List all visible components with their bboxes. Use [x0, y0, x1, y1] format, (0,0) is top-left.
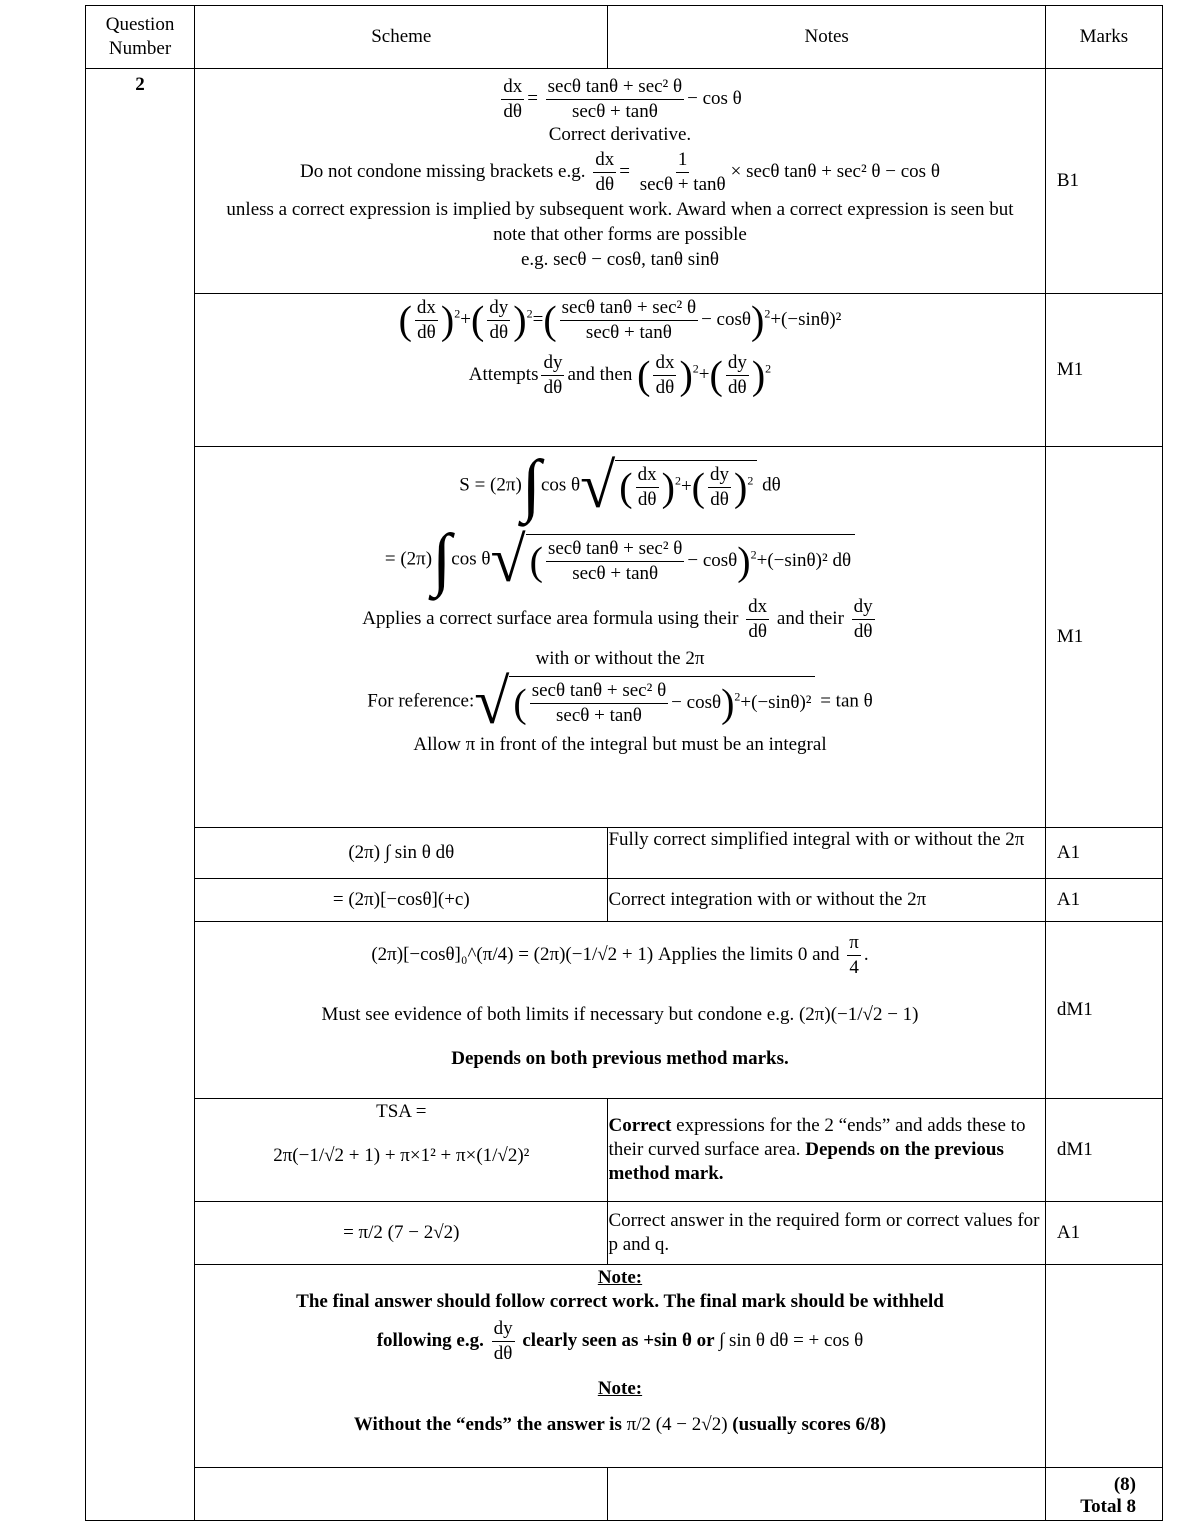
ap-dtheta: dθ [748, 621, 767, 642]
totals-scheme [195, 1468, 608, 1521]
sa-dtheta2: dθ [710, 489, 729, 510]
tsa-label: TSA = [376, 1101, 427, 1122]
derivative-denominator: secθ + tanθ [571, 101, 658, 122]
eg-tail: × secθ tanθ + sec² θ − cos θ [730, 160, 940, 182]
attempts-text: Attempts [468, 363, 539, 385]
without-ends-expr: π/2 (4 − 2√2) [626, 1414, 728, 1435]
note-missing-brackets: Do not condone missing brackets e.g. $\frac{dx}{d\theta}$ = $\frac{1}{\sec\theta + \tan\theta}$ × secθ tanθ + sec² θ − cos θ [300, 149, 940, 195]
row-final-note [86, 1265, 1163, 1468]
ap-dx: dx [746, 595, 769, 620]
s-lhs: S = (2π) [459, 474, 522, 496]
att-dy: dy [541, 351, 564, 376]
for-reference-line: For reference:√ ( $\frac{\text{secθ tanθ + sec² θ}}{\sec\theta + \tan\theta}$ − cosθ)$^2$+(−sinθ)² = tan θ [367, 666, 873, 737]
final-note-line1: The final answer should follow correct work. The final mark should be withheld [296, 1291, 944, 1312]
fn-dtheta: dθ [493, 1343, 513, 1364]
pi-num: π [847, 931, 861, 956]
note-heading-1: Note: [597, 1267, 643, 1288]
s-cos: cos θ [540, 474, 581, 496]
row-totals [86, 1468, 1163, 1521]
dx-num: dx [501, 75, 524, 100]
mark-m1-b: M1 [1045, 447, 1162, 828]
squares-equation: ( $\frac{dx}{d\theta}$ )$^2$+( $\frac{dy}{d\theta}$ )$^2$=( $\frac{\text{secθ tanθ + sec² θ}}{\sec\theta + \tan\theta}$ − cosθ)$^2$+(−sinθ)² [398, 297, 842, 343]
eq2-cos: cos θ [451, 548, 491, 570]
final-note-cell [195, 1265, 1046, 1468]
total: Total 8 [1080, 1496, 1136, 1517]
integral-expr: (2π) ∫ sin θ dθ [348, 842, 455, 863]
mark-dm1-a: dM1 [1045, 922, 1162, 1099]
sq-tail: − cosθ [701, 308, 751, 330]
answer-scheme [195, 1202, 608, 1265]
sa-dy: dy [708, 463, 731, 488]
eg-one: 1 [676, 148, 690, 173]
row-surface-area [86, 447, 1163, 828]
integration-expr: = (2π)[−cosθ](+c) [332, 889, 470, 910]
row-integration [86, 879, 1163, 922]
ref-den: secθ + tanθ [556, 705, 642, 726]
sq-dy: dy [487, 296, 510, 321]
tsa-depends: Depends on the previous method mark. [608, 1139, 1004, 1184]
squares-cell [195, 294, 1046, 447]
header-row [86, 6, 1163, 69]
mark-scheme-table [85, 5, 1163, 1521]
condone-expr: (2π)(−1/√2 − 1) [798, 1004, 919, 1025]
limits-equation: (2π)[−cosθ]₀^(π/4) = (2π)(−1/√2 + 1) Applies the limits 0 and $\frac{\pi}{4}$ . [371, 932, 869, 979]
applies-limits-text: Applies the limits 0 and [657, 944, 840, 965]
ap-dtheta2: dθ [853, 621, 873, 642]
integral-notes: Fully correct simplified integral with or without the 2π [608, 828, 1045, 879]
eq2-sin: +(−sinθ)² [756, 549, 828, 571]
att-dtheta2: dθ [655, 377, 675, 398]
answer-expr: = π/2 (7 − 2√2) [343, 1222, 460, 1243]
tsa-correct: Correct [608, 1115, 672, 1136]
eg-label: e.g. [520, 249, 549, 270]
row-answer [86, 1202, 1163, 1265]
note-correct-derivative: Correct derivative. [548, 124, 692, 145]
answer-notes: Correct answer in the required form or correct values for p and q. [608, 1202, 1045, 1265]
eg-dx: dx [593, 148, 616, 173]
att-dtheta3: dθ [728, 377, 747, 398]
note-other-forms [195, 247, 1045, 273]
mark-a1-a: A1 [1045, 828, 1162, 879]
usually-scores: (usually scores 6/8) [732, 1414, 887, 1435]
att-dy2: dy [726, 351, 749, 376]
clearly-seen-text: clearly seen as +sin θ or [522, 1329, 715, 1351]
derivative-cell [195, 69, 1046, 294]
totals-marks [1045, 1468, 1162, 1521]
surface-area-expanded: = (2π)∫cos θ√ ( $\frac{\text{secθ tanθ + sec² θ}}{\sec\theta + \tan\theta}$ − cosθ)$^2$+(−sinθ)² dθ [195, 525, 1045, 595]
row-limits [86, 922, 1163, 1099]
depends-both: Depends on both previous method marks. [451, 1048, 789, 1069]
mark-a1-b: A1 [1045, 879, 1162, 922]
surface-area-formula: S = (2π)∫cos θ√ ( $\frac{dx}{d\theta}$ )$^2$+( $\frac{dy}{d\theta}$ )$^2$ dθ [459, 447, 781, 524]
four-den: 4 [849, 957, 859, 979]
attempts-line: Attempts $\frac{dy}{d\theta}$ and then ( $\frac{dx}{d\theta}$ )$^2$+( $\frac{dy}{d\theta}$ )$^2$ [468, 352, 772, 398]
limits-expr: (2π)[−cosθ]₀^(π/4) = (2π)(−1/√2 + 1) [371, 944, 654, 965]
row-integral [86, 828, 1163, 879]
eg-dtheta: dθ [595, 174, 615, 195]
note-missing-brackets-text: Do not condone missing brackets e.g. [300, 160, 586, 182]
eq2-dtheta: dθ [832, 549, 852, 571]
note-heading-2: Note: [597, 1378, 643, 1399]
question-number: 2 [86, 69, 195, 1521]
sq-num: secθ tanθ + sec² θ [560, 296, 698, 321]
other-forms-list: secθ − cosθ, tanθ sinθ [553, 249, 719, 270]
and-their-text: and their [776, 607, 844, 629]
ap-dy: dy [852, 595, 875, 620]
ref-tan: = tan θ [820, 690, 873, 712]
sq-sin: +(−sinθ)² [770, 308, 842, 330]
tsa-scheme [195, 1099, 608, 1202]
eq2-num: secθ tanθ + sec² θ [546, 537, 684, 562]
derivative-equation: $\frac{dx}{d\theta}$ = $\frac{\text{secθ tanθ + sec² θ}}{\sec\theta + \tan\theta}$ − cos θ [503, 76, 742, 122]
applies-formula-line [195, 595, 1045, 644]
sa-dx: dx [636, 463, 659, 488]
row-tsa [86, 1099, 1163, 1202]
totals-notes [608, 1468, 1045, 1521]
header-question-number: Question Number [86, 6, 195, 69]
eq2-lhs: = (2π) [384, 548, 433, 570]
and-then-text: and then [567, 363, 633, 385]
derivative-numerator: secθ tanθ + sec² θ [546, 75, 684, 100]
att-dx2: dx [653, 351, 676, 376]
allow-pi-note: Allow π in front of the integral but must be an integral [413, 734, 827, 755]
sa-dtheta1: dθ [637, 489, 657, 510]
with-or-without: with or without the 2π [535, 648, 705, 669]
integral-eq: ∫ sin θ dθ = + cos θ [719, 1329, 864, 1351]
mark-b1: B1 [1045, 69, 1162, 294]
integration-notes: Correct integration with or without the 2π [608, 879, 1045, 922]
sq-dx: dx [415, 296, 438, 321]
final-note-marks [1045, 1265, 1162, 1468]
without-ends-line [195, 1414, 1045, 1436]
derivative-tail: − cos θ [687, 87, 742, 109]
mark-dm1-b: dM1 [1045, 1099, 1162, 1202]
subtotal: (8) [1113, 1474, 1136, 1495]
eq2-den: secθ + tanθ [572, 563, 659, 584]
header-marks: Marks [1045, 6, 1162, 69]
sq-dtheta1: dθ [417, 322, 436, 343]
ref-num: secθ tanθ + sec² θ [530, 679, 668, 704]
tsa-notes [608, 1099, 1045, 1202]
header-scheme: Scheme [195, 6, 608, 69]
surface-area-cell [195, 447, 1046, 828]
eg-den: secθ + tanθ [639, 174, 726, 195]
tsa-notes-mid: expressions for the 2 “ends” and adds these to their curved surface area. [608, 1115, 1026, 1160]
att-dtheta: dθ [543, 377, 563, 398]
mark-m1-a: M1 [1045, 294, 1162, 447]
dtheta-den: dθ [503, 101, 522, 122]
row-derivative [86, 69, 1163, 294]
for-reference-text: For reference: [367, 690, 475, 712]
header-notes: Notes [608, 6, 1045, 69]
sa-dtheta: dθ [762, 474, 781, 496]
fn-dy: dy [492, 1317, 515, 1342]
following-text: following e.g. [376, 1329, 484, 1351]
limits-cell [195, 922, 1046, 1099]
final-note-line2 [195, 1317, 1045, 1366]
ref-sin: +(−sinθ)² [740, 691, 812, 713]
integral-scheme [195, 828, 608, 879]
mark-a1-c: A1 [1045, 1202, 1162, 1265]
integration-scheme [195, 879, 608, 922]
must-see-text: Must see evidence of both limits if necessary but condone e.g. [321, 1004, 795, 1025]
applies-text: Applies a correct surface area formula using their [362, 607, 739, 629]
eq2-tail: − cosθ [687, 549, 738, 571]
must-see-line [195, 990, 1045, 1040]
note-unless: unless a correct expression is implied by subsequent work. Award when a correct expression is seen but note that other forms are possible [226, 199, 1014, 245]
ref-tail: − cosθ [671, 691, 722, 713]
tsa-expr: 2π(−1/√2 + 1) + π×1² + π×(1/√2)² [273, 1145, 530, 1166]
sq-dtheta2: dθ [489, 322, 509, 343]
sq-den: secθ + tanθ [585, 322, 672, 343]
row-squares [86, 294, 1163, 447]
without-ends-text: Without the “ends” the answer is [353, 1414, 622, 1435]
